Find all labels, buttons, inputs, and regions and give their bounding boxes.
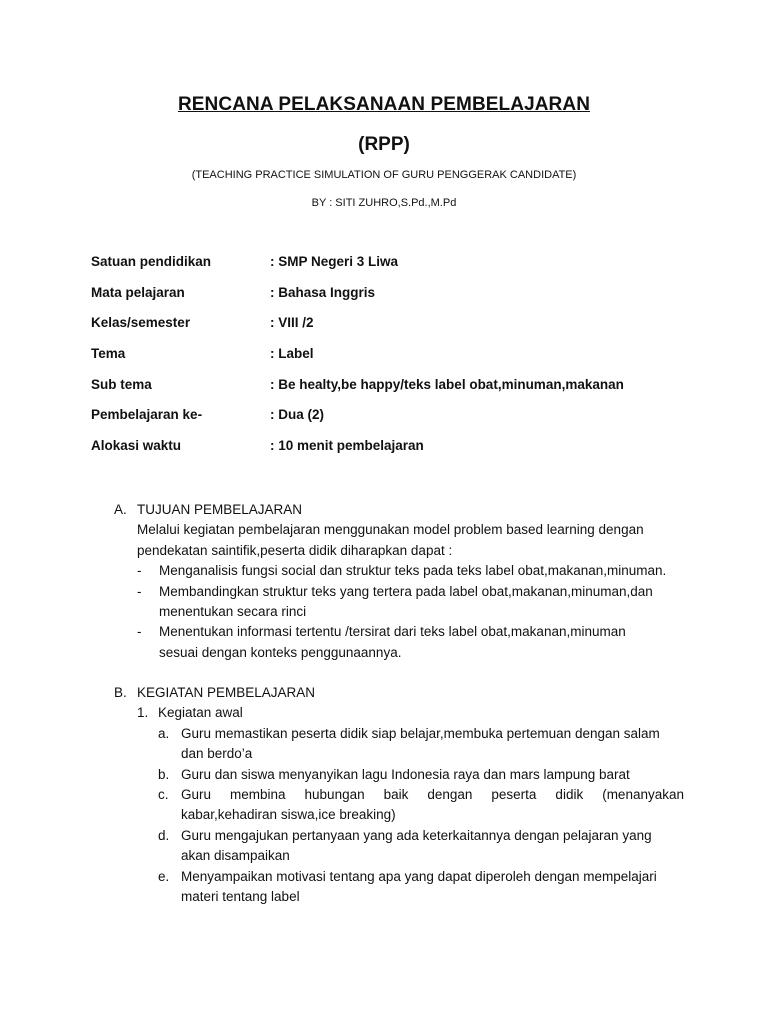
step-label: Kegiatan awal (158, 705, 243, 721)
section-intro: Melalui kegiatan pembelajaran menggunakan model problem based learning dengan (137, 522, 644, 538)
sub-list-letter: a. (158, 725, 170, 741)
info-label: Pembelajaran ke- (91, 407, 203, 423)
sub-list-line: materi tentang label (181, 889, 300, 905)
info-value: : Be healty,be happy/teks label obat,minuman,makanan (270, 376, 624, 392)
info-label: Mata pelajaran (91, 284, 185, 300)
section-intro: pendekatan saintifik,peserta didik diharapkan dapat : (137, 542, 453, 558)
document-title: RENCANA PELAKSANAAN PEMBELAJARAN (177, 94, 591, 115)
sub-list-letter: e. (158, 868, 170, 884)
numbered-item (114, 703, 684, 723)
section-letter: A. (114, 502, 127, 517)
document-subtitle: (RPP) (358, 134, 410, 155)
sub-list-item (114, 765, 684, 785)
list-item-line: Menganalisis fungsi social dan struktur teks pada teks label obat,makanan,minuman. (159, 563, 667, 579)
info-row (91, 253, 711, 284)
list-item (114, 561, 684, 581)
info-value: : Bahasa Inggris (270, 284, 376, 300)
sub-list-text (181, 867, 684, 908)
list-item-line: sesuai dengan konteks penggunaannya. (159, 644, 402, 660)
document-author: BY : SITI ZUHRO,S.Pd.,M.Pd (311, 197, 457, 209)
sub-list-text (181, 765, 684, 785)
sub-list-text (181, 724, 684, 765)
sub-list-item (114, 785, 684, 826)
sub-list-letter: b. (158, 766, 170, 782)
list-dash: - (137, 563, 142, 579)
list-dash: - (137, 624, 142, 640)
list-dash: - (137, 583, 142, 599)
sub-list-item (114, 724, 684, 765)
sub-list-line: kabar,kehadiran siswa,ice breaking) (181, 807, 396, 823)
info-value: : VIII /2 (270, 315, 314, 331)
list-item-text (159, 622, 684, 663)
sub-list-letter: c. (158, 787, 169, 803)
sub-list-line: dan berdo’a (181, 746, 253, 762)
list-item (114, 582, 684, 623)
list-item-text (159, 582, 684, 623)
section-kegiatan (114, 683, 684, 907)
info-label: Kelas/semester (91, 315, 191, 331)
info-row (91, 284, 711, 315)
info-value: : Label (270, 346, 314, 362)
info-table (91, 253, 711, 468)
section-title: TUJUAN PEMBELAJARAN (137, 502, 303, 517)
list-item-text (159, 561, 684, 581)
info-row (91, 406, 711, 437)
sub-list-item (114, 867, 684, 908)
section-heading (114, 683, 684, 703)
sub-list-letter: d. (158, 827, 170, 843)
sub-list-text (181, 785, 684, 826)
sub-list-line: Menyampaikan motivasi tentang apa yang dapat diperoleh dengan mempelajari (181, 868, 657, 884)
list-item-line: menentukan secara rinci (159, 604, 307, 620)
list-item-line: Membandingkan struktur teks yang tertera pada label obat,makanan,minuman,dan (159, 583, 653, 599)
info-value: : Dua (2) (270, 407, 324, 423)
info-label: Sub tema (91, 376, 152, 392)
list-item-line: Menentukan informasi tertentu /tersirat dari teks label obat,makanan,minuman (159, 624, 626, 640)
info-row (91, 437, 711, 468)
sub-list-line: Guru memastikan peserta didik siap belajar,membuka pertemuan dengan salam (181, 725, 660, 741)
list-item (114, 622, 684, 663)
info-row (91, 345, 711, 376)
info-value: : SMP Negeri 3 Liwa (270, 254, 399, 269)
document-note: (TEACHING PRACTICE SIMULATION OF GURU PENGGERAK CANDIDATE) (191, 169, 577, 181)
sub-list-line: Guru mengajukan pertanyaan yang ada keterkaitannya dengan pelajaran yang (181, 827, 652, 843)
sub-list-line: akan disampaikan (181, 848, 290, 864)
info-label: Satuan pendidikan (91, 254, 212, 269)
sub-list-line: Guru membina hubungan baik dengan peserta didik (menanyakan (181, 787, 684, 803)
section-tujuan (114, 500, 684, 663)
sub-list-item (114, 826, 684, 867)
info-row (91, 376, 711, 407)
info-value: : 10 menit pembelajaran (270, 438, 424, 454)
step-number: 1. (137, 705, 149, 721)
info-label: Alokasi waktu (91, 438, 182, 454)
section-heading (114, 500, 684, 520)
section-letter: B. (114, 685, 127, 700)
sub-list-text (181, 826, 684, 867)
section-title: KEGIATAN PEMBELAJARAN (137, 685, 316, 700)
sub-list-line: Guru dan siswa menyanyikan lagu Indonesia raya dan mars lampung barat (181, 766, 630, 782)
info-row (91, 314, 711, 345)
info-label: Tema (91, 346, 126, 362)
